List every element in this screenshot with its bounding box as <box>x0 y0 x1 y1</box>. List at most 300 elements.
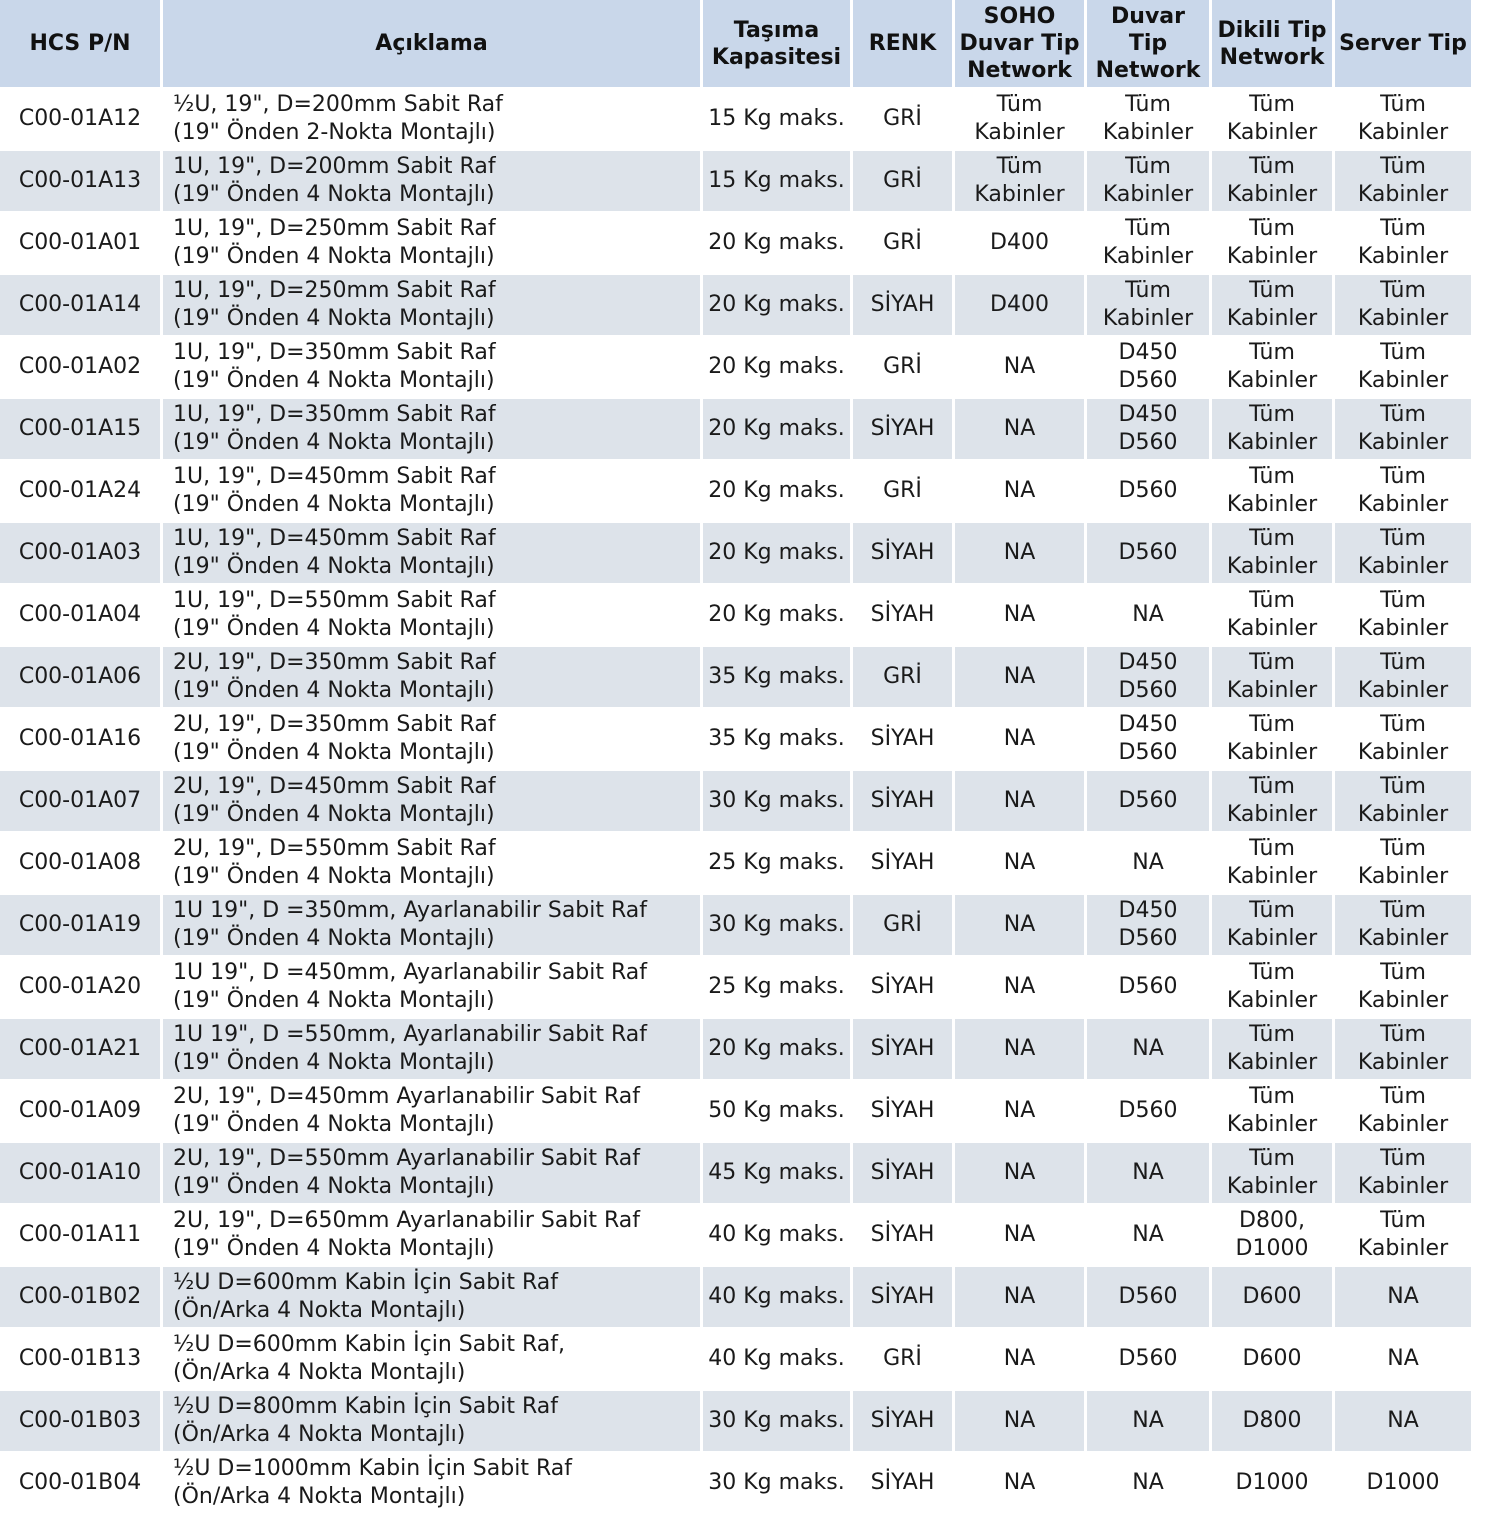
cell-part-number: C00-01A11 <box>0 1205 163 1267</box>
cell-capacity: 15 Kg maks. <box>703 89 853 151</box>
cell-wall <box>1087 1143 1212 1205</box>
cell-wall-line: D560 <box>1118 788 1178 813</box>
table-row <box>0 151 1474 213</box>
cell-server-line: Tüm <box>1380 1146 1426 1171</box>
cell-description-line: (19" Önden 4 Nokta Montajlı) <box>173 430 495 455</box>
cell-description <box>163 213 703 275</box>
cell-standing-line: Tüm <box>1249 526 1295 551</box>
cell-description <box>163 1205 703 1267</box>
cell-capacity: 40 Kg maks. <box>703 1329 853 1391</box>
cell-capacity: 20 Kg maks. <box>703 213 853 275</box>
cell-server-line: NA <box>1387 1408 1419 1433</box>
cell-description <box>163 833 703 895</box>
cell-wall-line: NA <box>1132 1222 1164 1247</box>
cell-wall <box>1087 1267 1212 1329</box>
cell-soho-wall-line: NA <box>1003 540 1036 565</box>
cell-wall <box>1087 1391 1212 1453</box>
cell-standing-line: D600 <box>1242 1284 1302 1309</box>
cell-standing <box>1212 1329 1335 1391</box>
cell-wall-line: Kabinler <box>1102 306 1194 331</box>
table-row <box>0 709 1474 771</box>
cell-soho-wall-line: NA <box>1003 1098 1036 1123</box>
cell-server <box>1335 1081 1474 1143</box>
cell-standing <box>1212 523 1335 585</box>
cell-server-line: Kabinler <box>1357 740 1449 765</box>
cell-server-line: Kabinler <box>1357 554 1449 579</box>
cell-server-line: Kabinler <box>1357 1174 1449 1199</box>
cell-standing-line: Kabinler <box>1226 120 1318 145</box>
cell-soho-wall-line: NA <box>1003 1160 1036 1185</box>
cell-part-number: C00-01A10 <box>0 1143 163 1205</box>
cell-standing-line: Tüm <box>1249 402 1295 427</box>
cell-server <box>1335 151 1474 213</box>
cell-capacity: 50 Kg maks. <box>703 1081 853 1143</box>
cell-color: SİYAH <box>853 523 955 585</box>
cell-standing-line: Tüm <box>1249 464 1295 489</box>
cell-server <box>1335 1205 1474 1267</box>
cell-standing <box>1212 895 1335 957</box>
cell-wall <box>1087 399 1212 461</box>
cell-standing-line: Kabinler <box>1226 740 1318 765</box>
cell-part-number: C00-01A06 <box>0 647 163 709</box>
cell-capacity: 35 Kg maks. <box>703 709 853 771</box>
cell-server-line: Tüm <box>1380 464 1426 489</box>
cell-standing-line: Tüm <box>1249 1146 1295 1171</box>
cell-standing-line: Tüm <box>1249 1084 1295 1109</box>
header-soho-wall-line: Network <box>967 58 1072 83</box>
table-row <box>0 647 1474 709</box>
cell-server-line: D1000 <box>1366 1470 1440 1495</box>
cell-part-number: C00-01A04 <box>0 585 163 647</box>
cell-soho-wall <box>955 771 1087 833</box>
cell-standing-line: Kabinler <box>1226 430 1318 455</box>
header-standing-line: Dikili Tip <box>1217 17 1327 43</box>
header-description-line: Açıklama <box>375 31 488 56</box>
header-wall-line: Network <box>1095 58 1201 83</box>
cell-wall <box>1087 151 1212 213</box>
header-soho-wall-line: Duvar Tip <box>959 31 1080 56</box>
table-row <box>0 89 1474 151</box>
cell-color: GRİ <box>853 647 955 709</box>
cell-description-line: (19" Önden 4 Nokta Montajlı) <box>173 740 495 765</box>
cell-wall <box>1087 1019 1212 1081</box>
cell-server-line: Tüm <box>1380 774 1426 799</box>
cell-color: SİYAH <box>853 1081 955 1143</box>
cell-server-line: Kabinler <box>1357 120 1449 145</box>
cell-color: GRİ <box>853 89 955 151</box>
cell-part-number: C00-01A14 <box>0 275 163 337</box>
cell-part-number: C00-01A16 <box>0 709 163 771</box>
header-capacity <box>703 0 853 89</box>
cell-description-line: (19" Önden 4 Nokta Montajlı) <box>173 554 495 579</box>
cell-wall-line: NA <box>1132 1160 1164 1185</box>
cell-standing <box>1212 833 1335 895</box>
cell-server-line: Kabinler <box>1357 430 1449 455</box>
cell-wall-line: D560 <box>1118 368 1178 393</box>
cell-description-line: 1U 19", D =450mm, Ayarlanabilir Sabit Raf <box>173 960 648 985</box>
cell-standing-line: Tüm <box>1249 774 1295 799</box>
cell-part-number: C00-01B02 <box>0 1267 163 1329</box>
cell-standing-line: Tüm <box>1249 278 1295 303</box>
cell-wall <box>1087 523 1212 585</box>
cell-capacity: 40 Kg maks. <box>703 1205 853 1267</box>
table-row <box>0 895 1474 957</box>
table-row <box>0 213 1474 275</box>
cell-soho-wall-line: NA <box>1003 974 1036 999</box>
cell-wall <box>1087 585 1212 647</box>
cell-wall <box>1087 771 1212 833</box>
table-row <box>0 1143 1474 1205</box>
cell-server <box>1335 1391 1474 1453</box>
cell-soho-wall-line: NA <box>1003 788 1036 813</box>
cell-description-line: (19" Önden 4 Nokta Montajlı) <box>173 492 495 517</box>
cell-server-line: Kabinler <box>1357 802 1449 827</box>
header-wall-line: Duvar <box>1111 4 1185 29</box>
cell-server <box>1335 709 1474 771</box>
cell-wall <box>1087 1329 1212 1391</box>
cell-server-line: Tüm <box>1380 278 1426 303</box>
cell-description <box>163 1329 703 1391</box>
cell-soho-wall <box>955 1081 1087 1143</box>
cell-part-number: C00-01B13 <box>0 1329 163 1391</box>
cell-description-line: (Ön/Arka 4 Nokta Montajlı) <box>173 1422 466 1447</box>
cell-wall-line: NA <box>1132 1408 1164 1433</box>
cell-server <box>1335 523 1474 585</box>
cell-description-line: (19" Önden 4 Nokta Montajlı) <box>173 306 495 331</box>
cell-color: SİYAH <box>853 771 955 833</box>
table-row <box>0 771 1474 833</box>
cell-standing-line: Tüm <box>1249 712 1295 737</box>
cell-color: SİYAH <box>853 833 955 895</box>
cell-soho-wall <box>955 151 1087 213</box>
header-server-line: Server Tip <box>1339 31 1467 56</box>
cell-capacity: 20 Kg maks. <box>703 523 853 585</box>
cell-soho-wall <box>955 957 1087 1019</box>
cell-description-line: 1U, 19", D=200mm Sabit Raf <box>173 154 496 179</box>
cell-description <box>163 461 703 523</box>
cell-standing-line: Kabinler <box>1226 306 1318 331</box>
cell-description-line: 1U 19", D =550mm, Ayarlanabilir Sabit Raf <box>173 1022 648 1047</box>
cell-description <box>163 337 703 399</box>
cell-description-line: (Ön/Arka 4 Nokta Montajlı) <box>173 1298 466 1323</box>
cell-soho-wall-line: NA <box>1003 602 1036 627</box>
cell-description <box>163 1143 703 1205</box>
table-row <box>0 957 1474 1019</box>
cell-description <box>163 771 703 833</box>
cell-wall-line: Kabinler <box>1102 120 1194 145</box>
cell-description-line: ½U D=800mm Kabin İçin Sabit Raf <box>173 1394 558 1419</box>
cell-server-line: Tüm <box>1380 650 1426 675</box>
cell-description <box>163 523 703 585</box>
cell-capacity: 35 Kg maks. <box>703 647 853 709</box>
header-row <box>0 0 1474 89</box>
cell-soho-wall-line: NA <box>1003 1284 1036 1309</box>
cell-soho-wall <box>955 585 1087 647</box>
cell-soho-wall <box>955 1453 1087 1515</box>
cell-standing <box>1212 1391 1335 1453</box>
cell-description-line: (19" Önden 4 Nokta Montajlı) <box>173 1236 495 1261</box>
cell-capacity: 20 Kg maks. <box>703 275 853 337</box>
cell-server-line: Tüm <box>1380 216 1426 241</box>
cell-capacity: 30 Kg maks. <box>703 771 853 833</box>
cell-standing-line: Tüm <box>1249 216 1295 241</box>
cell-description <box>163 1081 703 1143</box>
cell-server-line: Tüm <box>1380 588 1426 613</box>
cell-soho-wall <box>955 523 1087 585</box>
cell-standing <box>1212 1019 1335 1081</box>
cell-standing-line: Kabinler <box>1226 554 1318 579</box>
cell-server-line: Tüm <box>1380 92 1426 117</box>
cell-standing-line: D1000 <box>1235 1236 1309 1261</box>
cell-server-line: Kabinler <box>1357 988 1449 1013</box>
cell-wall-line: Kabinler <box>1102 182 1194 207</box>
cell-standing <box>1212 709 1335 771</box>
cell-wall-line: D560 <box>1118 1346 1178 1371</box>
cell-standing <box>1212 337 1335 399</box>
cell-standing-line: Kabinler <box>1226 492 1318 517</box>
cell-server-line: Tüm <box>1380 340 1426 365</box>
cell-soho-wall-line: NA <box>1003 354 1036 379</box>
cell-standing-line: Kabinler <box>1226 988 1318 1013</box>
cell-server-line: Tüm <box>1380 1084 1426 1109</box>
cell-soho-wall-line: NA <box>1003 726 1036 751</box>
cell-standing-line: Kabinler <box>1226 1050 1318 1075</box>
cell-soho-wall <box>955 213 1087 275</box>
cell-soho-wall-line: NA <box>1003 1470 1036 1495</box>
cell-server <box>1335 337 1474 399</box>
cell-description-line: 1U, 19", D=550mm Sabit Raf <box>173 588 496 613</box>
cell-wall-line: NA <box>1132 850 1164 875</box>
cell-description-line: 1U, 19", D=450mm Sabit Raf <box>173 526 496 551</box>
cell-wall-line: Kabinler <box>1102 244 1194 269</box>
cell-standing-line: Kabinler <box>1226 1112 1318 1137</box>
cell-part-number: C00-01A02 <box>0 337 163 399</box>
cell-server-line: Tüm <box>1380 960 1426 985</box>
cell-capacity: 15 Kg maks. <box>703 151 853 213</box>
cell-wall <box>1087 709 1212 771</box>
cell-server-line: Kabinler <box>1357 1112 1449 1137</box>
cell-wall-line: D560 <box>1118 678 1178 703</box>
table-body <box>0 89 1474 1515</box>
cell-standing <box>1212 1453 1335 1515</box>
cell-description-line: ½U, 19", D=200mm Sabit Raf <box>173 92 503 117</box>
table-row <box>0 461 1474 523</box>
cell-color: SİYAH <box>853 1019 955 1081</box>
cell-server <box>1335 833 1474 895</box>
cell-server-line: Tüm <box>1380 898 1426 923</box>
cell-standing <box>1212 1205 1335 1267</box>
cell-server-line: Tüm <box>1380 526 1426 551</box>
cell-color: GRİ <box>853 1329 955 1391</box>
cell-soho-wall <box>955 1329 1087 1391</box>
cell-capacity: 20 Kg maks. <box>703 399 853 461</box>
cell-description <box>163 957 703 1019</box>
header-color <box>853 0 955 89</box>
cell-server <box>1335 1019 1474 1081</box>
cell-server <box>1335 89 1474 151</box>
header-capacity-line: Taşıma <box>733 17 820 43</box>
header-description <box>163 0 703 89</box>
cell-wall-line: D450 <box>1118 650 1178 675</box>
cell-server <box>1335 275 1474 337</box>
cell-part-number: C00-01A07 <box>0 771 163 833</box>
cell-wall-line: D560 <box>1118 1284 1178 1309</box>
cell-description <box>163 585 703 647</box>
table-row <box>0 1205 1474 1267</box>
header-soho-wall <box>955 0 1087 89</box>
cell-server-line: Kabinler <box>1357 926 1449 951</box>
cell-part-number: C00-01A09 <box>0 1081 163 1143</box>
cell-capacity: 25 Kg maks. <box>703 833 853 895</box>
header-capacity-line: Kapasitesi <box>711 44 842 70</box>
cell-server <box>1335 461 1474 523</box>
cell-description <box>163 1391 703 1453</box>
cell-standing-line: Kabinler <box>1226 926 1318 951</box>
cell-part-number: C00-01A20 <box>0 957 163 1019</box>
cell-capacity: 20 Kg maks. <box>703 337 853 399</box>
cell-standing-line: D600 <box>1242 1346 1302 1371</box>
cell-description-line: (Ön/Arka 4 Nokta Montajlı) <box>173 1360 466 1385</box>
cell-description-line: ½U D=600mm Kabin İçin Sabit Raf <box>173 1270 558 1295</box>
table-row <box>0 1081 1474 1143</box>
cell-wall-line: D560 <box>1118 740 1178 765</box>
cell-description-line: (19" Önden 4 Nokta Montajlı) <box>173 678 495 703</box>
cell-capacity: 30 Kg maks. <box>703 1391 853 1453</box>
cell-description-line: (19" Önden 4 Nokta Montajlı) <box>173 926 495 951</box>
cell-color: SİYAH <box>853 1391 955 1453</box>
cell-server-line: Kabinler <box>1357 306 1449 331</box>
cell-description <box>163 151 703 213</box>
cell-soho-wall <box>955 275 1087 337</box>
table-row <box>0 585 1474 647</box>
cell-description-line: (19" Önden 4 Nokta Montajlı) <box>173 182 495 207</box>
cell-server-line: Kabinler <box>1357 492 1449 517</box>
cell-soho-wall-line: D400 <box>990 230 1049 255</box>
cell-soho-wall <box>955 1205 1087 1267</box>
cell-standing <box>1212 275 1335 337</box>
cell-wall-line: Tüm <box>1125 278 1171 303</box>
cell-wall <box>1087 1453 1212 1515</box>
cell-soho-wall-line: Kabinler <box>974 120 1065 145</box>
cell-server <box>1335 771 1474 833</box>
cell-wall <box>1087 833 1212 895</box>
table-row <box>0 1329 1474 1391</box>
cell-description <box>163 1019 703 1081</box>
table-row <box>0 1019 1474 1081</box>
cell-standing-line: Kabinler <box>1226 244 1318 269</box>
cell-standing-line: D800, <box>1239 1208 1305 1233</box>
cell-standing <box>1212 771 1335 833</box>
cell-wall <box>1087 89 1212 151</box>
cell-description-line: (19" Önden 4 Nokta Montajlı) <box>173 1112 495 1137</box>
table-row <box>0 1267 1474 1329</box>
cell-description-line: 2U, 19", D=550mm Ayarlanabilir Sabit Raf <box>173 1146 641 1171</box>
cell-description-line: (19" Önden 4 Nokta Montajlı) <box>173 802 495 827</box>
cell-soho-wall-line: NA <box>1003 1036 1036 1061</box>
cell-wall-line: Tüm <box>1125 216 1171 241</box>
cell-wall-line: D560 <box>1118 1098 1178 1123</box>
cell-server-line: Tüm <box>1380 154 1426 179</box>
cell-description-line: (19" Önden 4 Nokta Montajlı) <box>173 616 495 641</box>
cell-description <box>163 647 703 709</box>
cell-description-line: 1U, 19", D=250mm Sabit Raf <box>173 216 496 241</box>
cell-soho-wall-line: D400 <box>990 292 1049 317</box>
cell-wall <box>1087 957 1212 1019</box>
cell-soho-wall <box>955 709 1087 771</box>
cell-soho-wall-line: NA <box>1003 416 1036 441</box>
cell-standing-line: Tüm <box>1249 898 1295 923</box>
cell-wall-line: D560 <box>1118 478 1178 503</box>
cell-description-line: 2U, 19", D=350mm Sabit Raf <box>173 712 496 737</box>
cell-color: SİYAH <box>853 957 955 1019</box>
table-row <box>0 1391 1474 1453</box>
cell-soho-wall <box>955 1391 1087 1453</box>
cell-standing <box>1212 151 1335 213</box>
cell-description <box>163 1267 703 1329</box>
cell-color: GRİ <box>853 895 955 957</box>
cell-wall <box>1087 213 1212 275</box>
header-server <box>1335 0 1474 89</box>
cell-standing <box>1212 585 1335 647</box>
cell-soho-wall-line: NA <box>1003 1408 1036 1433</box>
cell-soho-wall-line: NA <box>1003 1346 1036 1371</box>
cell-capacity: 20 Kg maks. <box>703 585 853 647</box>
cell-standing-line: Kabinler <box>1226 182 1318 207</box>
cell-description-line: 2U, 19", D=650mm Ayarlanabilir Sabit Raf <box>173 1208 641 1233</box>
cell-server <box>1335 1329 1474 1391</box>
cell-soho-wall-line: NA <box>1003 478 1036 503</box>
cell-description-line: 2U, 19", D=350mm Sabit Raf <box>173 650 496 675</box>
cell-wall <box>1087 1081 1212 1143</box>
cell-color: SİYAH <box>853 585 955 647</box>
cell-description-line: 2U, 19", D=550mm Sabit Raf <box>173 836 496 861</box>
cell-part-number: C00-01A13 <box>0 151 163 213</box>
header-wall-line: Tip <box>1128 31 1168 56</box>
cell-soho-wall <box>955 647 1087 709</box>
cell-soho-wall <box>955 399 1087 461</box>
cell-soho-wall <box>955 337 1087 399</box>
cell-wall-line: D560 <box>1118 540 1178 565</box>
cell-color: SİYAH <box>853 399 955 461</box>
cell-standing-line: Tüm <box>1249 588 1295 613</box>
cell-wall-line: D450 <box>1118 712 1178 737</box>
cell-description <box>163 89 703 151</box>
cell-part-number: C00-01A03 <box>0 523 163 585</box>
cell-standing <box>1212 461 1335 523</box>
cell-color: GRİ <box>853 461 955 523</box>
cell-standing-line: Tüm <box>1249 836 1295 861</box>
cell-server-line: Kabinler <box>1357 616 1449 641</box>
header-part-number-line: HCS P/N <box>29 31 131 56</box>
cell-server-line: Kabinler <box>1357 244 1449 269</box>
cell-standing-line: Kabinler <box>1226 802 1318 827</box>
cell-wall <box>1087 647 1212 709</box>
cell-soho-wall-line: NA <box>1003 912 1036 937</box>
cell-soho-wall-line: Kabinler <box>974 182 1065 207</box>
cell-server <box>1335 213 1474 275</box>
cell-server-line: Tüm <box>1380 402 1426 427</box>
cell-soho-wall <box>955 89 1087 151</box>
header-wall <box>1087 0 1212 89</box>
cell-description-line: (19" Önden 2-Nokta Montajlı) <box>173 120 496 145</box>
cell-standing-line: D1000 <box>1235 1470 1309 1495</box>
cell-standing-line: Tüm <box>1249 960 1295 985</box>
cell-description <box>163 275 703 337</box>
cell-capacity: 30 Kg maks. <box>703 895 853 957</box>
cell-color: SİYAH <box>853 1143 955 1205</box>
cell-soho-wall <box>955 461 1087 523</box>
cell-description-line: (19" Önden 4 Nokta Montajlı) <box>173 1174 495 1199</box>
